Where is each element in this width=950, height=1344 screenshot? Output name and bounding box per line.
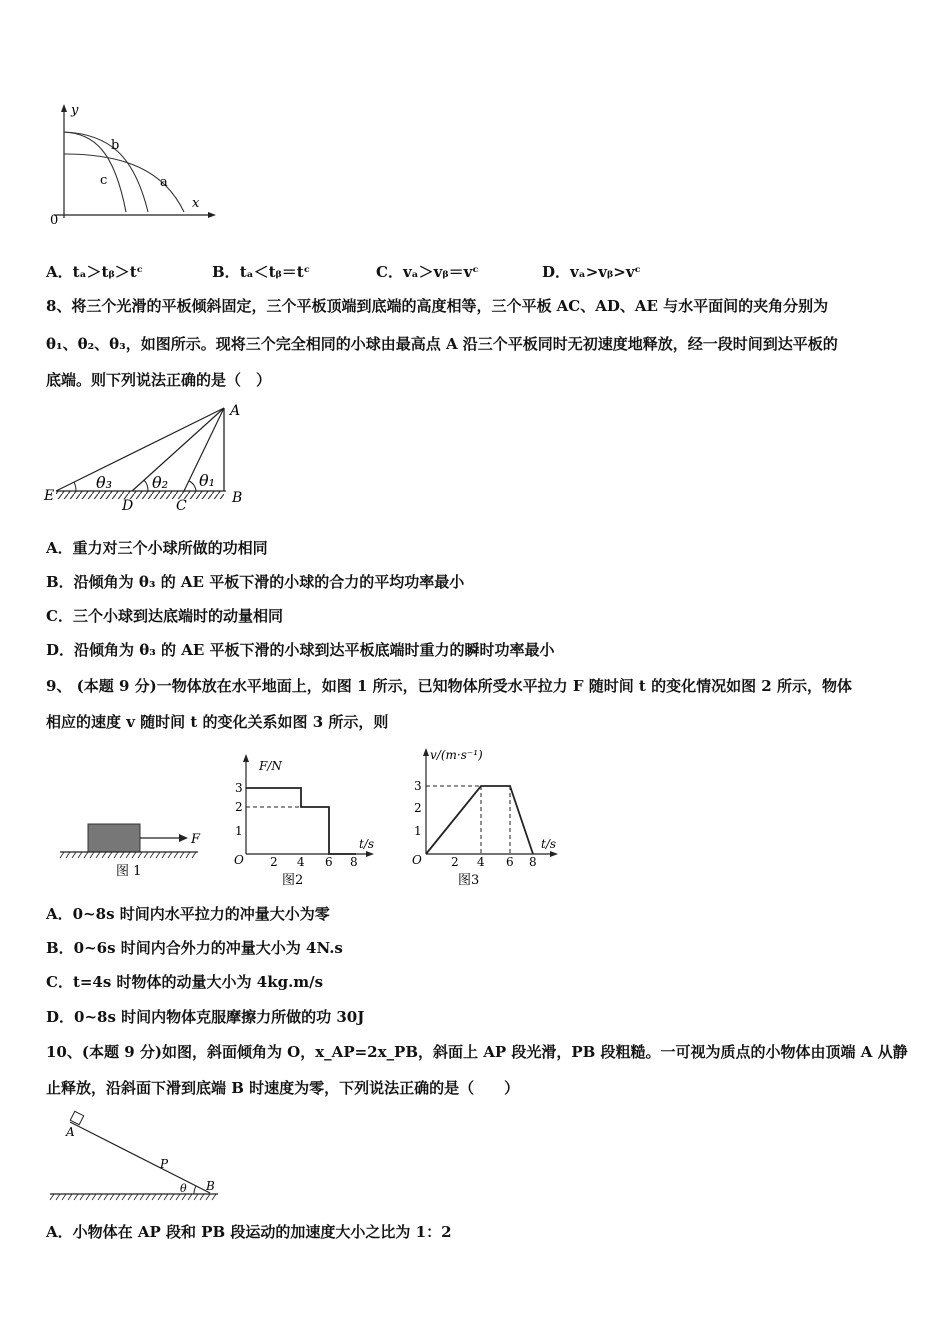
q9-option-c: C．t=4s 时物体的动量大小为 4kg.m/s [46, 973, 324, 991]
q9-fig2-xlabel: t/s [359, 837, 375, 851]
q9-fig2-origin: O [234, 853, 244, 867]
q8-stem-line2: θ₁、θ₂、θ₃，如图所示。现将三个完全相同的小球由最高点 A 沿三个平板同时无初速度地释放，经一段时间到达平板的 [46, 335, 838, 353]
q9-fig3-ytick-1: 1 [414, 824, 422, 838]
q9-fig2-ytick-3: 3 [235, 781, 243, 795]
q9-fig3-ytick-3: 3 [414, 779, 422, 793]
q8-label-theta2: θ₂ [152, 473, 169, 492]
q9-stem-line1: 9、 (本题 9 分)一物体放在水平地面上，如图 1 所示，已知物体所受水平拉力 F 随时间 t 的变化情况如图 2 所示，物体 [46, 677, 852, 695]
q10-label-p: P [160, 1157, 169, 1171]
fig7-label-c: c [100, 173, 108, 188]
q8-label-d: D [122, 498, 134, 514]
q9-fig3-velocity-line [426, 786, 533, 854]
q9-fig2-caption: 图2 [282, 873, 304, 888]
q10-figure [48, 1110, 228, 1210]
fig7-axis-x: x [192, 196, 200, 211]
q9-option-d: D．0~8s 时间内物体克服摩擦力所做的功 30J [46, 1008, 365, 1026]
q7-option-c: C．vₐ＞vᵦ＝vᶜ [376, 263, 479, 281]
curve-b [64, 132, 148, 212]
q10-label-b: B [206, 1179, 215, 1193]
q9-fig3-origin: O [412, 853, 422, 867]
q9-figure1 [58, 820, 208, 880]
q9-fig3-ylabel: v/(m·s⁻¹) [430, 748, 483, 762]
q9-fig3-xtick-2: 2 [451, 855, 459, 869]
q9-fig2-xtick-4: 4 [297, 855, 305, 869]
fig7-origin: 0 [50, 213, 59, 228]
q9-fig2-ytick-2: 2 [235, 800, 243, 814]
q8-stem-line3: 底端。则下列说法正确的是（ ） [46, 371, 272, 389]
q8-label-theta1: θ₁ [199, 471, 216, 490]
q9-option-b: B．0~6s 时间内合外力的冲量大小为 4N.s [46, 939, 343, 957]
q9-fig2-ytick-1: 1 [235, 824, 243, 838]
q7-option-a: A．tₐ＞tᵦ＞tᶜ [46, 263, 144, 281]
q9-fig1-caption: 图 1 [116, 864, 142, 879]
q9-fig3-caption: 图3 [458, 873, 480, 888]
fig7-label-b: b [111, 138, 120, 153]
q9-fig3-xtick-6: 6 [506, 855, 514, 869]
q10-option-a: A．小物体在 AP 段和 PB 段运动的加速度大小之比为 1：2 [46, 1223, 452, 1241]
q9-figure3 [406, 744, 571, 889]
q9-fig3-xlabel: t/s [541, 837, 557, 851]
q8-option-d: D．沿倾角为 θ₃ 的 AE 平板下滑的小球到达平板底端时重力的瞬时功率最小 [46, 641, 555, 659]
q7-figure [44, 100, 224, 230]
q8-stem-line1: 8、将三个光滑的平板倾斜固定，三个平板顶端到底端的高度相等，三个平板 AC、AD、AE 与水平面间的夹角分别为 [46, 297, 829, 315]
q8-label-c: C [176, 498, 187, 514]
q8-label-a: A [230, 403, 241, 419]
q9-fig1-force-label: F [191, 832, 201, 847]
q9-fig2-xtick-2: 2 [270, 855, 278, 869]
q9-fig3-xtick-4: 4 [477, 855, 485, 869]
fig7-label-a: a [160, 175, 168, 190]
q9-figure2 [228, 752, 388, 887]
q9-fig2-xtick-8: 8 [350, 855, 358, 869]
q7-option-b: B．tₐ＜tᵦ＝tᶜ [212, 263, 311, 281]
q10-stem-line1: 10、(本题 9 分)如图，斜面倾角为 O，x_AP=2x_PB，斜面上 AP 段光滑，PB 段粗糙。一可视为质点的小物体由顶端 A 从静 [46, 1043, 908, 1061]
q8-figure [44, 398, 254, 518]
q8-label-theta3: θ₃ [96, 473, 113, 492]
q9-fig3-ytick-2: 2 [414, 801, 422, 815]
q8-label-e: E [44, 488, 55, 504]
q9-fig3-xtick-8: 8 [529, 855, 537, 869]
q10-label-theta: θ [180, 1182, 187, 1195]
q7-option-d: D．vₐ>vᵦ>vᶜ [542, 263, 641, 281]
q8-option-c: C．三个小球到达底端时的动量相同 [46, 607, 283, 625]
fig7-axis-y: y [71, 103, 79, 118]
q8-option-a: A．重力对三个小球所做的功相同 [46, 539, 268, 557]
q10-label-a: A [66, 1125, 75, 1139]
q9-option-a: A．0~8s 时间内水平拉力的冲量大小为零 [46, 905, 330, 923]
q9-stem-line2: 相应的速度 v 随时间 t 的变化关系如图 3 所示，则 [46, 713, 389, 731]
q8-option-b: B．沿倾角为 θ₃ 的 AE 平板下滑的小球的合力的平均功率最小 [46, 573, 465, 591]
q9-fig2-xtick-6: 6 [325, 855, 333, 869]
q9-fig2-ylabel: F/N [259, 759, 282, 773]
q9-fig2-force-line [246, 788, 356, 854]
q8-label-b: B [232, 490, 243, 506]
q10-stem-line2: 止释放，沿斜面下滑到底端 B 时速度为零，下列说法正确的是（ ） [46, 1079, 520, 1097]
